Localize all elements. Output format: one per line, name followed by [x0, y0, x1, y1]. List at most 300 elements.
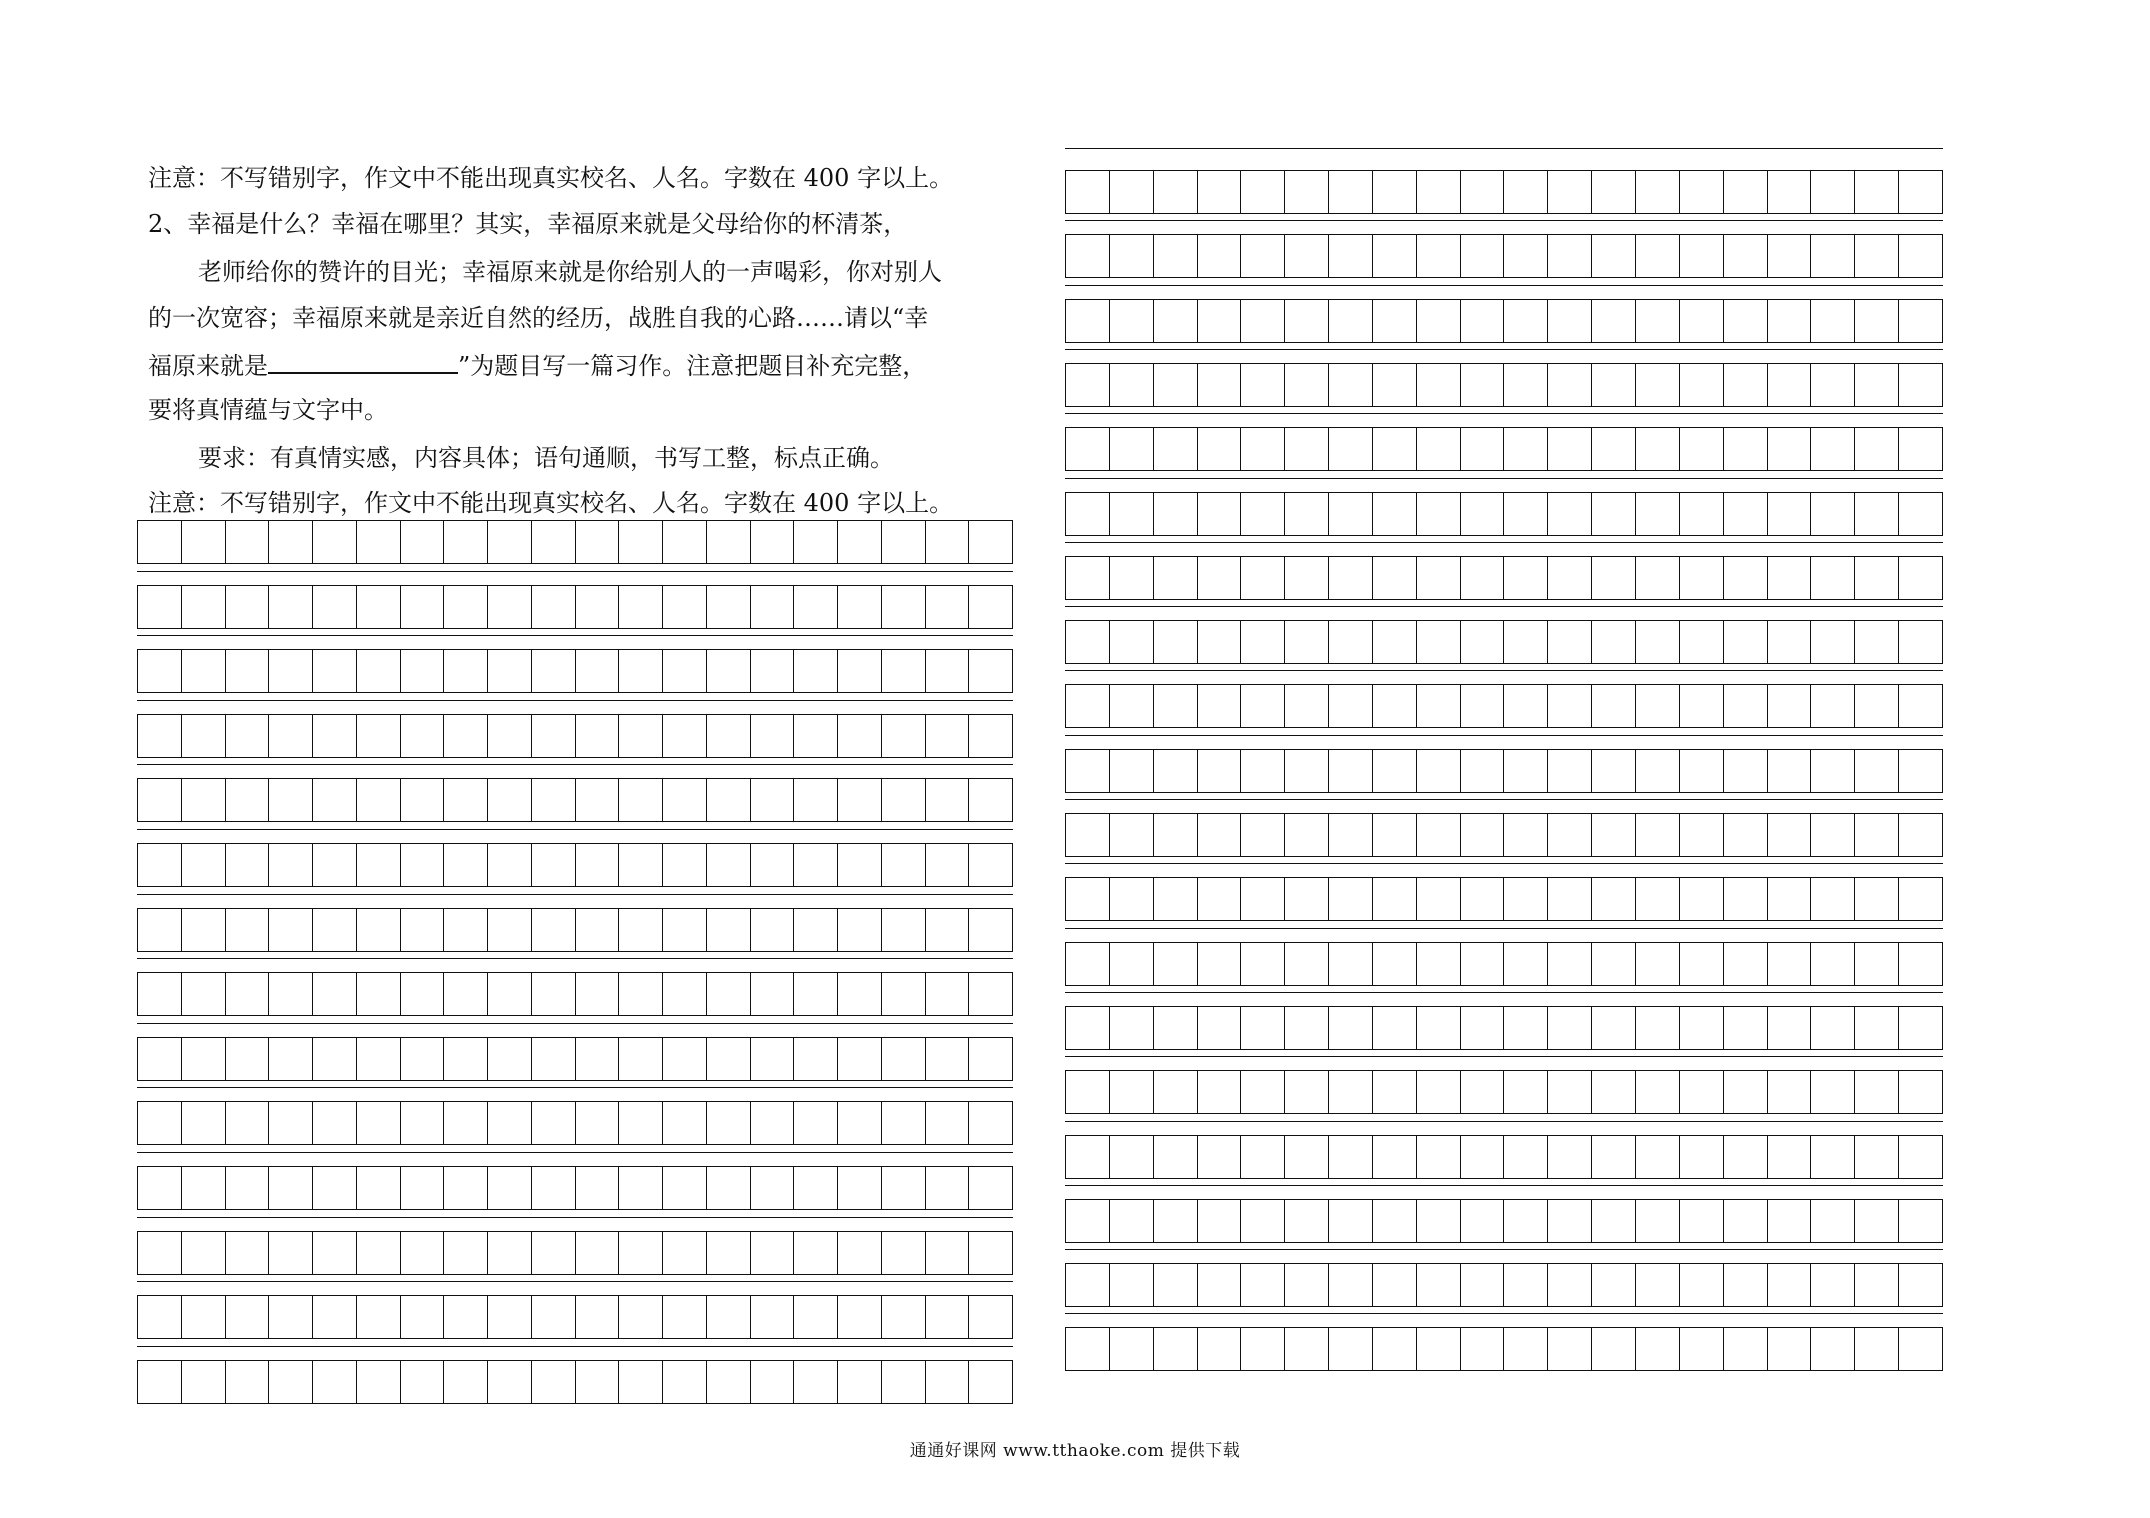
- grid-cell[interactable]: [1198, 493, 1242, 535]
- grid-cell[interactable]: [444, 650, 488, 692]
- grid-cell[interactable]: [1504, 1328, 1548, 1370]
- grid-cell[interactable]: [1855, 750, 1899, 792]
- grid-cell[interactable]: [1285, 300, 1329, 342]
- grid-cell[interactable]: [1636, 750, 1680, 792]
- grid-cell[interactable]: [619, 1361, 663, 1403]
- grid-cell[interactable]: [794, 909, 838, 951]
- grid-cell[interactable]: [882, 1296, 926, 1338]
- grid-cell[interactable]: [1154, 1007, 1198, 1049]
- grid-cell[interactable]: [1241, 171, 1285, 213]
- grid-cell[interactable]: [1373, 364, 1417, 406]
- grid-cell[interactable]: [1636, 235, 1680, 277]
- grid-cell[interactable]: [488, 844, 532, 886]
- grid-cell[interactable]: [619, 779, 663, 821]
- grid-cell[interactable]: [707, 973, 751, 1015]
- grid-cell[interactable]: [1154, 493, 1198, 535]
- grid-cell[interactable]: [1417, 364, 1461, 406]
- grid-cell[interactable]: [1110, 1264, 1154, 1306]
- grid-cell[interactable]: [663, 909, 707, 951]
- grid-cell[interactable]: [1899, 364, 1942, 406]
- grid-cell[interactable]: [1636, 1136, 1680, 1178]
- grid-cell[interactable]: [1066, 750, 1110, 792]
- grid-cell[interactable]: [1811, 685, 1855, 727]
- grid-cell[interactable]: [663, 844, 707, 886]
- grid-cell[interactable]: [1110, 493, 1154, 535]
- grid-cell[interactable]: [838, 715, 882, 757]
- grid-cell[interactable]: [1548, 685, 1592, 727]
- grid-cell[interactable]: [1636, 1264, 1680, 1306]
- grid-cell[interactable]: [1592, 621, 1636, 663]
- grid-cell[interactable]: [1373, 943, 1417, 985]
- grid-cell[interactable]: [1548, 621, 1592, 663]
- grid-cell[interactable]: [1680, 557, 1724, 599]
- grid-cell[interactable]: [444, 844, 488, 886]
- grid-cell[interactable]: [401, 521, 445, 563]
- grid-cell[interactable]: [1373, 621, 1417, 663]
- grid-cell[interactable]: [269, 909, 313, 951]
- grid-cell[interactable]: [1548, 235, 1592, 277]
- grid-cell[interactable]: [1899, 750, 1942, 792]
- grid-cell[interactable]: [1548, 300, 1592, 342]
- grid-cell[interactable]: [226, 779, 270, 821]
- grid-cell[interactable]: [226, 586, 270, 628]
- grid-cell[interactable]: [1724, 814, 1768, 856]
- grid-cell[interactable]: [313, 1167, 357, 1209]
- grid-cell[interactable]: [357, 1232, 401, 1274]
- grid-cell[interactable]: [1504, 557, 1548, 599]
- grid-cell[interactable]: [1241, 685, 1285, 727]
- grid-cell[interactable]: [1768, 1328, 1812, 1370]
- grid-cell[interactable]: [1504, 493, 1548, 535]
- grid-cell[interactable]: [576, 1102, 620, 1144]
- grid-cell[interactable]: [794, 715, 838, 757]
- grid-cell[interactable]: [269, 1167, 313, 1209]
- grid-cell[interactable]: [1241, 1200, 1285, 1242]
- grid-cell[interactable]: [226, 1232, 270, 1274]
- grid-cell[interactable]: [1592, 493, 1636, 535]
- grid-cell[interactable]: [532, 650, 576, 692]
- grid-cell[interactable]: [1329, 428, 1373, 470]
- grid-cell[interactable]: [751, 1361, 795, 1403]
- grid-cell[interactable]: [751, 521, 795, 563]
- grid-cell[interactable]: [882, 1167, 926, 1209]
- grid-cell[interactable]: [576, 779, 620, 821]
- grid-cell[interactable]: [1768, 1071, 1812, 1113]
- grid-cell[interactable]: [357, 521, 401, 563]
- grid-cell[interactable]: [532, 973, 576, 1015]
- grid-cell[interactable]: [357, 844, 401, 886]
- grid-cell[interactable]: [663, 1361, 707, 1403]
- grid-cell[interactable]: [707, 1296, 751, 1338]
- grid-cell[interactable]: [1417, 1264, 1461, 1306]
- grid-cell[interactable]: [1592, 1136, 1636, 1178]
- grid-cell[interactable]: [1899, 685, 1942, 727]
- grid-cell[interactable]: [1899, 878, 1942, 920]
- grid-cell[interactable]: [1417, 557, 1461, 599]
- grid-cell[interactable]: [1198, 750, 1242, 792]
- grid-cell[interactable]: [969, 715, 1012, 757]
- grid-cell[interactable]: [138, 1296, 182, 1338]
- grid-cell[interactable]: [1899, 300, 1942, 342]
- grid-cell[interactable]: [1724, 364, 1768, 406]
- grid-cell[interactable]: [1724, 1136, 1768, 1178]
- grid-cell[interactable]: [182, 650, 226, 692]
- grid-cell[interactable]: [1154, 1071, 1198, 1113]
- grid-cell[interactable]: [926, 1102, 970, 1144]
- grid-cell[interactable]: [1329, 621, 1373, 663]
- grid-cell[interactable]: [226, 844, 270, 886]
- grid-cell[interactable]: [707, 586, 751, 628]
- grid-cell[interactable]: [226, 650, 270, 692]
- grid-cell[interactable]: [1241, 878, 1285, 920]
- grid-cell[interactable]: [1154, 1264, 1198, 1306]
- grid-cell[interactable]: [619, 1232, 663, 1274]
- grid-cell[interactable]: [532, 521, 576, 563]
- grid-cell[interactable]: [488, 1361, 532, 1403]
- grid-cell[interactable]: [1373, 493, 1417, 535]
- grid-cell[interactable]: [269, 586, 313, 628]
- grid-cell[interactable]: [1198, 1328, 1242, 1370]
- grid-cell[interactable]: [1329, 171, 1373, 213]
- grid-cell[interactable]: [1592, 1071, 1636, 1113]
- grid-cell[interactable]: [1768, 878, 1812, 920]
- grid-cell[interactable]: [182, 1038, 226, 1080]
- grid-cell[interactable]: [1461, 1136, 1505, 1178]
- grid-cell[interactable]: [1373, 1071, 1417, 1113]
- grid-cell[interactable]: [1066, 493, 1110, 535]
- grid-cell[interactable]: [1329, 1264, 1373, 1306]
- grid-cell[interactable]: [1285, 364, 1329, 406]
- grid-cell[interactable]: [1811, 557, 1855, 599]
- grid-cell[interactable]: [1680, 943, 1724, 985]
- grid-cell[interactable]: [1811, 1071, 1855, 1113]
- grid-cell[interactable]: [1680, 1136, 1724, 1178]
- grid-cell[interactable]: [1198, 1200, 1242, 1242]
- grid-cell[interactable]: [1285, 814, 1329, 856]
- grid-cell[interactable]: [1768, 685, 1812, 727]
- grid-cell[interactable]: [1373, 300, 1417, 342]
- grid-cell[interactable]: [1417, 235, 1461, 277]
- grid-cell[interactable]: [663, 973, 707, 1015]
- grid-cell[interactable]: [488, 1038, 532, 1080]
- grid-cell[interactable]: [1855, 943, 1899, 985]
- grid-cell[interactable]: [1285, 1007, 1329, 1049]
- grid-cell[interactable]: [707, 844, 751, 886]
- grid-cell[interactable]: [1417, 1136, 1461, 1178]
- grid-cell[interactable]: [401, 909, 445, 951]
- grid-cell[interactable]: [1241, 235, 1285, 277]
- grid-cell[interactable]: [576, 844, 620, 886]
- grid-cell[interactable]: [1768, 1200, 1812, 1242]
- grid-cell[interactable]: [619, 1038, 663, 1080]
- grid-cell[interactable]: [532, 1232, 576, 1274]
- grid-cell[interactable]: [1066, 1328, 1110, 1370]
- grid-cell[interactable]: [1768, 364, 1812, 406]
- grid-cell[interactable]: [357, 1102, 401, 1144]
- grid-cell[interactable]: [1636, 557, 1680, 599]
- grid-cell[interactable]: [576, 973, 620, 1015]
- grid-cell[interactable]: [138, 779, 182, 821]
- grid-cell[interactable]: [313, 909, 357, 951]
- grid-cell[interactable]: [751, 586, 795, 628]
- grid-cell[interactable]: [1110, 685, 1154, 727]
- grid-cell[interactable]: [1285, 1136, 1329, 1178]
- grid-cell[interactable]: [401, 650, 445, 692]
- grid-cell[interactable]: [444, 715, 488, 757]
- grid-cell[interactable]: [182, 1102, 226, 1144]
- grid-cell[interactable]: [1811, 428, 1855, 470]
- grid-cell[interactable]: [1198, 878, 1242, 920]
- grid-cell[interactable]: [1680, 878, 1724, 920]
- grid-cell[interactable]: [882, 586, 926, 628]
- grid-cell[interactable]: [1373, 1007, 1417, 1049]
- grid-cell[interactable]: [794, 1296, 838, 1338]
- grid-cell[interactable]: [1373, 878, 1417, 920]
- grid-cell[interactable]: [1768, 557, 1812, 599]
- grid-cell[interactable]: [838, 1102, 882, 1144]
- grid-cell[interactable]: [751, 650, 795, 692]
- grid-cell[interactable]: [313, 715, 357, 757]
- grid-cell[interactable]: [1198, 557, 1242, 599]
- grid-cell[interactable]: [1285, 493, 1329, 535]
- grid-cell[interactable]: [1417, 621, 1461, 663]
- grid-cell[interactable]: [1110, 1136, 1154, 1178]
- grid-cell[interactable]: [1855, 1136, 1899, 1178]
- grid-cell[interactable]: [269, 1038, 313, 1080]
- grid-cell[interactable]: [1066, 557, 1110, 599]
- grid-cell[interactable]: [269, 844, 313, 886]
- grid-cell[interactable]: [182, 844, 226, 886]
- grid-cell[interactable]: [1548, 557, 1592, 599]
- grid-cell[interactable]: [444, 779, 488, 821]
- grid-cell[interactable]: [1461, 750, 1505, 792]
- grid-cell[interactable]: [751, 1038, 795, 1080]
- grid-cell[interactable]: [1504, 1071, 1548, 1113]
- grid-cell[interactable]: [619, 844, 663, 886]
- left-writing-grid[interactable]: [137, 520, 1013, 1404]
- grid-cell[interactable]: [444, 1296, 488, 1338]
- grid-cell[interactable]: [1548, 1264, 1592, 1306]
- grid-cell[interactable]: [751, 715, 795, 757]
- grid-cell[interactable]: [1899, 814, 1942, 856]
- grid-cell[interactable]: [1241, 943, 1285, 985]
- grid-cell[interactable]: [1154, 1328, 1198, 1370]
- grid-cell[interactable]: [1329, 493, 1373, 535]
- grid-cell[interactable]: [182, 1361, 226, 1403]
- grid-cell[interactable]: [969, 1232, 1012, 1274]
- grid-cell[interactable]: [576, 1296, 620, 1338]
- grid-cell[interactable]: [401, 1361, 445, 1403]
- grid-cell[interactable]: [401, 1296, 445, 1338]
- grid-cell[interactable]: [1198, 364, 1242, 406]
- grid-cell[interactable]: [1504, 1136, 1548, 1178]
- grid-cell[interactable]: [1066, 685, 1110, 727]
- grid-cell[interactable]: [1285, 1200, 1329, 1242]
- grid-cell[interactable]: [1066, 1007, 1110, 1049]
- grid-cell[interactable]: [926, 1361, 970, 1403]
- grid-cell[interactable]: [1110, 364, 1154, 406]
- grid-cell[interactable]: [1855, 493, 1899, 535]
- grid-cell[interactable]: [488, 909, 532, 951]
- grid-cell[interactable]: [1329, 235, 1373, 277]
- grid-cell[interactable]: [1592, 1264, 1636, 1306]
- grid-cell[interactable]: [619, 1296, 663, 1338]
- grid-cell[interactable]: [619, 715, 663, 757]
- grid-cell[interactable]: [1592, 1007, 1636, 1049]
- grid-cell[interactable]: [313, 844, 357, 886]
- grid-cell[interactable]: [663, 1296, 707, 1338]
- grid-cell[interactable]: [1855, 364, 1899, 406]
- grid-cell[interactable]: [1329, 750, 1373, 792]
- grid-cell[interactable]: [1241, 1328, 1285, 1370]
- grid-cell[interactable]: [1855, 1071, 1899, 1113]
- grid-cell[interactable]: [926, 844, 970, 886]
- grid-cell[interactable]: [1373, 1328, 1417, 1370]
- grid-cell[interactable]: [1417, 1071, 1461, 1113]
- grid-cell[interactable]: [1461, 1200, 1505, 1242]
- grid-cell[interactable]: [838, 1361, 882, 1403]
- grid-cell[interactable]: [1285, 428, 1329, 470]
- grid-cell[interactable]: [1855, 685, 1899, 727]
- grid-cell[interactable]: [532, 1102, 576, 1144]
- grid-cell[interactable]: [1154, 235, 1198, 277]
- grid-cell[interactable]: [1855, 621, 1899, 663]
- grid-cell[interactable]: [444, 1361, 488, 1403]
- grid-cell[interactable]: [1285, 557, 1329, 599]
- grid-cell[interactable]: [444, 909, 488, 951]
- grid-cell[interactable]: [663, 1167, 707, 1209]
- grid-cell[interactable]: [1548, 943, 1592, 985]
- grid-cell[interactable]: [532, 586, 576, 628]
- grid-cell[interactable]: [1592, 428, 1636, 470]
- grid-cell[interactable]: [1461, 1007, 1505, 1049]
- grid-cell[interactable]: [1154, 171, 1198, 213]
- grid-cell[interactable]: [1110, 235, 1154, 277]
- grid-cell[interactable]: [1548, 171, 1592, 213]
- grid-cell[interactable]: [1417, 1328, 1461, 1370]
- grid-cell[interactable]: [401, 1102, 445, 1144]
- grid-cell[interactable]: [1592, 557, 1636, 599]
- grid-cell[interactable]: [357, 1038, 401, 1080]
- grid-cell[interactable]: [1855, 235, 1899, 277]
- grid-cell[interactable]: [882, 779, 926, 821]
- grid-cell[interactable]: [576, 650, 620, 692]
- grid-cell[interactable]: [313, 779, 357, 821]
- grid-cell[interactable]: [444, 586, 488, 628]
- grid-cell[interactable]: [138, 1167, 182, 1209]
- grid-cell[interactable]: [838, 909, 882, 951]
- grid-cell[interactable]: [926, 1167, 970, 1209]
- grid-cell[interactable]: [1768, 750, 1812, 792]
- grid-cell[interactable]: [1461, 493, 1505, 535]
- grid-cell[interactable]: [1461, 235, 1505, 277]
- grid-cell[interactable]: [1724, 750, 1768, 792]
- grid-cell[interactable]: [1768, 1136, 1812, 1178]
- grid-cell[interactable]: [1680, 493, 1724, 535]
- grid-cell[interactable]: [1636, 428, 1680, 470]
- grid-cell[interactable]: [1373, 557, 1417, 599]
- grid-cell[interactable]: [1154, 1136, 1198, 1178]
- grid-cell[interactable]: [707, 1102, 751, 1144]
- grid-cell[interactable]: [1066, 1200, 1110, 1242]
- grid-cell[interactable]: [1592, 814, 1636, 856]
- grid-cell[interactable]: [1285, 750, 1329, 792]
- grid-cell[interactable]: [1855, 1264, 1899, 1306]
- grid-cell[interactable]: [1154, 364, 1198, 406]
- grid-cell[interactable]: [794, 586, 838, 628]
- grid-cell[interactable]: [1855, 300, 1899, 342]
- grid-cell[interactable]: [1504, 300, 1548, 342]
- grid-cell[interactable]: [1110, 1071, 1154, 1113]
- grid-cell[interactable]: [313, 521, 357, 563]
- grid-cell[interactable]: [1198, 1136, 1242, 1178]
- grid-cell[interactable]: [1680, 1328, 1724, 1370]
- grid-cell[interactable]: [1198, 1264, 1242, 1306]
- grid-cell[interactable]: [882, 1232, 926, 1274]
- grid-cell[interactable]: [882, 521, 926, 563]
- grid-cell[interactable]: [1636, 493, 1680, 535]
- grid-cell[interactable]: [1285, 943, 1329, 985]
- grid-cell[interactable]: [707, 1038, 751, 1080]
- grid-cell[interactable]: [532, 909, 576, 951]
- grid-cell[interactable]: [1724, 428, 1768, 470]
- grid-cell[interactable]: [444, 1232, 488, 1274]
- grid-cell[interactable]: [619, 1102, 663, 1144]
- grid-cell[interactable]: [926, 650, 970, 692]
- grid-cell[interactable]: [1504, 878, 1548, 920]
- grid-cell[interactable]: [1811, 1328, 1855, 1370]
- grid-cell[interactable]: [969, 1296, 1012, 1338]
- grid-cell[interactable]: [707, 1167, 751, 1209]
- grid-cell[interactable]: [1680, 1264, 1724, 1306]
- grid-cell[interactable]: [1373, 1264, 1417, 1306]
- grid-cell[interactable]: [838, 1038, 882, 1080]
- grid-cell[interactable]: [1724, 621, 1768, 663]
- grid-cell[interactable]: [926, 1232, 970, 1274]
- grid-cell[interactable]: [1724, 493, 1768, 535]
- grid-cell[interactable]: [226, 521, 270, 563]
- grid-cell[interactable]: [576, 521, 620, 563]
- grid-cell[interactable]: [794, 650, 838, 692]
- grid-cell[interactable]: [882, 650, 926, 692]
- grid-cell[interactable]: [1154, 685, 1198, 727]
- grid-cell[interactable]: [838, 521, 882, 563]
- grid-cell[interactable]: [1241, 493, 1285, 535]
- grid-cell[interactable]: [926, 779, 970, 821]
- grid-cell[interactable]: [882, 909, 926, 951]
- grid-cell[interactable]: [1811, 621, 1855, 663]
- grid-cell[interactable]: [1855, 171, 1899, 213]
- grid-cell[interactable]: [1548, 1200, 1592, 1242]
- grid-cell[interactable]: [269, 650, 313, 692]
- grid-cell[interactable]: [751, 909, 795, 951]
- grid-cell[interactable]: [1504, 1200, 1548, 1242]
- grid-cell[interactable]: [969, 586, 1012, 628]
- grid-cell[interactable]: [882, 973, 926, 1015]
- grid-cell[interactable]: [838, 973, 882, 1015]
- grid-cell[interactable]: [838, 1296, 882, 1338]
- grid-cell[interactable]: [707, 779, 751, 821]
- grid-cell[interactable]: [794, 844, 838, 886]
- grid-cell[interactable]: [1811, 364, 1855, 406]
- grid-cell[interactable]: [401, 715, 445, 757]
- grid-cell[interactable]: [1373, 1200, 1417, 1242]
- grid-cell[interactable]: [444, 973, 488, 1015]
- grid-cell[interactable]: [1241, 750, 1285, 792]
- grid-cell[interactable]: [1548, 1071, 1592, 1113]
- grid-cell[interactable]: [1724, 1200, 1768, 1242]
- grid-cell[interactable]: [488, 586, 532, 628]
